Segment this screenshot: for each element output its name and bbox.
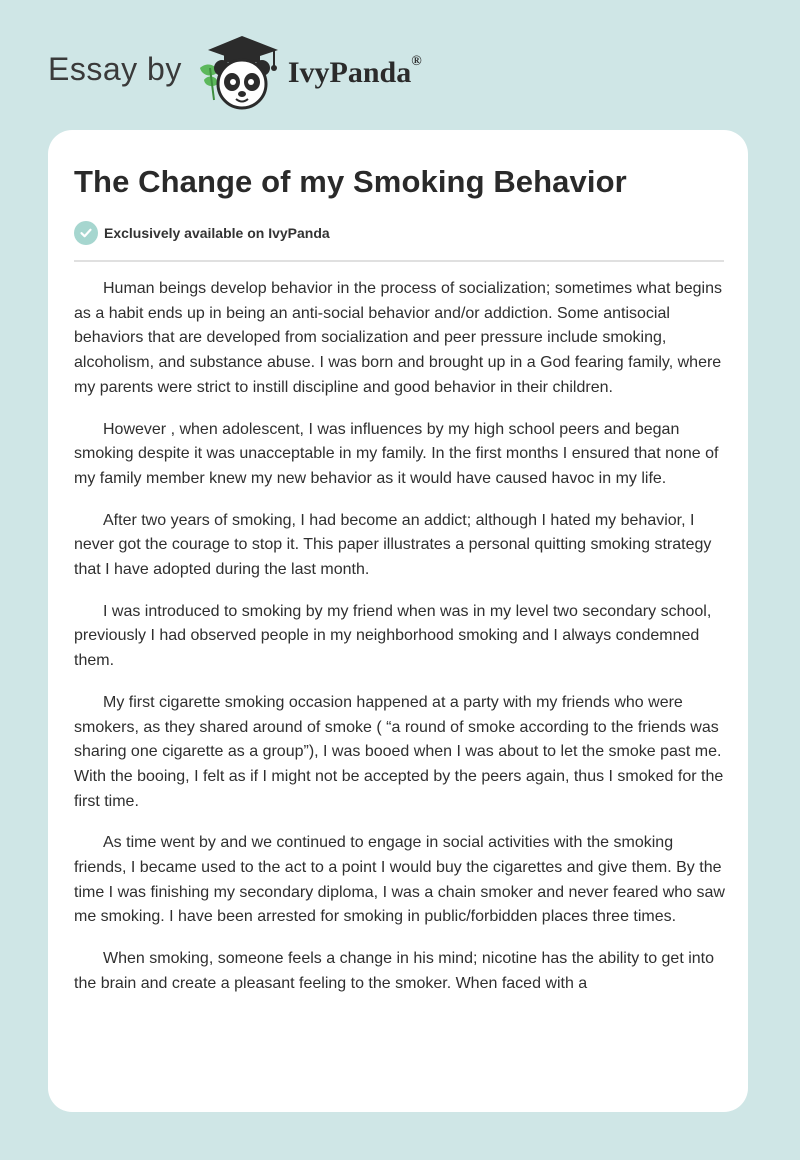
exclusive-badge-label: Exclusively available on IvyPanda: [104, 225, 330, 241]
essay-paragraph: After two years of smoking, I had become an addict; although I hated my behavior, I never got the courage to stop it. This paper illustrates a personal quitting smoking strategy that I have adopted during the last month.: [74, 511, 712, 579]
page-title: The Change of my Smoking Behavior: [74, 164, 627, 199]
site-header: [48, 32, 422, 112]
brand-logo-text[interactable]: [288, 56, 422, 90]
brand-registered-mark: ®: [411, 54, 422, 69]
exclusive-badge: [74, 221, 330, 245]
essay-by-label: Essay by: [48, 50, 182, 87]
essay-paragraph: When smoking, someone feels a change in his mind; nicotine has the ability to get into the brain and create a pleasant feeling to the smoker. When faced with a: [74, 950, 715, 992]
essay-paragraph: As time went by and we continued to engage in social activities with the smoking friends, I became used to the act to a point I would buy the cigarettes and give them. By the time I was finishing my secondary diploma, I was a chain smoker and never feared who saw me smoking. I have been arrested for smoking in public/forbidden places three times.: [74, 834, 725, 926]
essay-paragraph: My first cigarette smoking occasion happened at a party with my friends who were smokers, as they shared around of smoke ( “a round of smoke according to the friends was sharing one cigarette as a group”), I was booed when I was about to let the smoke past me. With the booing, I felt as if I might not be accepted by the peers again, thus I smoked for the first time.: [74, 693, 724, 810]
essay-paragraph: I was introduced to smoking by my friend when was in my level two secondary school, previously I had observed people in my neighborhood smoking and I always condemned them.: [74, 602, 712, 670]
title-divider: [74, 260, 724, 262]
essay-card: [48, 130, 748, 1112]
essay-paragraph: However , when adolescent, I was influences by my high school peers and began smoking despite it was unacceptable in my family. In the first months I ensured that none of my family member knew my new behavior as it would have caused havoc in my life.: [74, 420, 719, 487]
check-circle-icon: [74, 221, 98, 245]
essay-paragraph: Human beings develop behavior in the process of socialization; sometimes what begins as a habit ends up in being an anti-social behavior and/or addiction. Some antisocial behaviors that are developed from socialization and peer pressure include smoking, alcoholism, and substance abuse. I was born and brought up in a God fearing family, where my parents were strict to instill discipline and good behavior in their children.: [74, 280, 723, 396]
essay-body: [74, 277, 726, 1014]
brand-name: IvyPanda: [287, 56, 412, 89]
panda-graduate-icon[interactable]: [196, 32, 282, 112]
